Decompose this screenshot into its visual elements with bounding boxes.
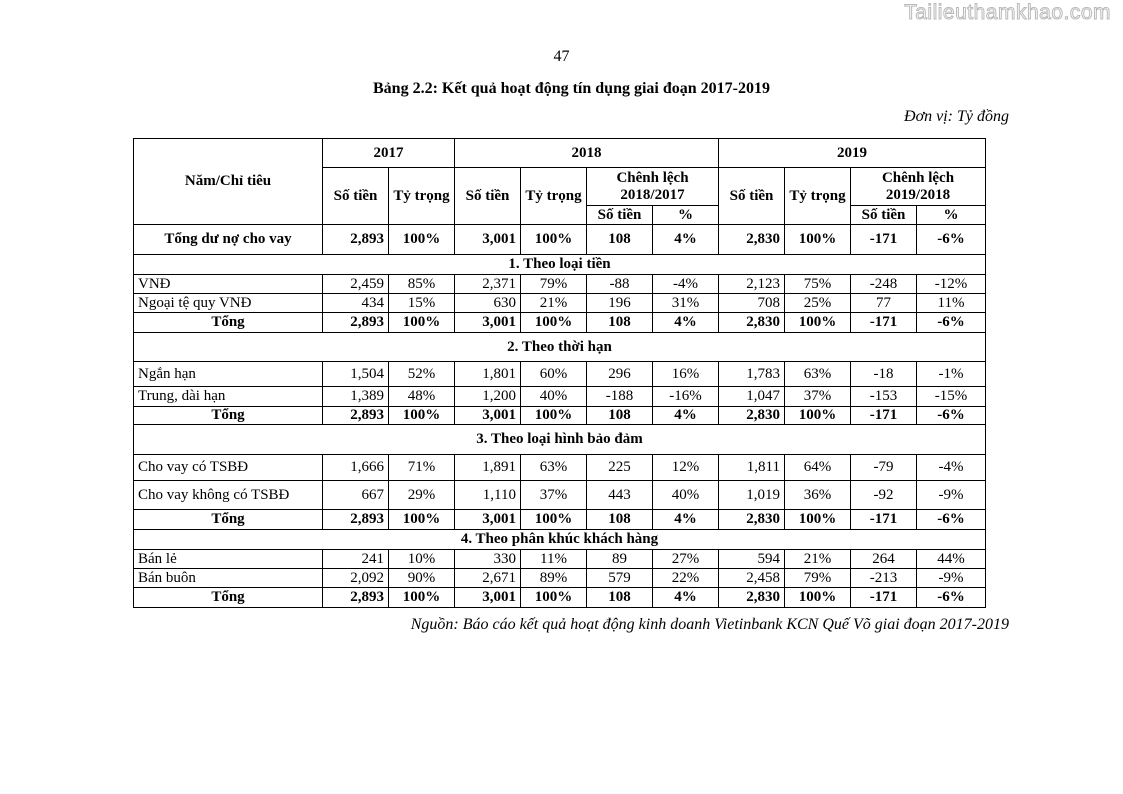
table-cell: -171 [851, 407, 917, 425]
section-title: 4. Theo phân khúc khách hàng [134, 530, 986, 550]
table-cell: 2,893 [323, 588, 389, 608]
table-cell: 3,001 [455, 588, 521, 608]
total-loans-row [134, 225, 986, 255]
row-label: Bán buôn [134, 569, 323, 588]
header-year-2017: 2017 [323, 139, 455, 168]
table-cell: -153 [851, 387, 917, 407]
section-title: 3. Theo loại hình bảo đảm [134, 425, 986, 455]
table-title: Bảng 2.2: Kết quả hoạt động tín dụng giai đoạn 2017-2019 [373, 80, 770, 97]
table-cell: 100% [389, 225, 455, 255]
table-cell: 108 [587, 313, 653, 333]
table-cell: 100% [785, 588, 851, 608]
table-cell: -18 [851, 362, 917, 387]
table-cell: -188 [587, 387, 653, 407]
table-cell: -171 [851, 225, 917, 255]
table-cell: 27% [653, 550, 719, 569]
table-cell: 100% [785, 225, 851, 255]
table-cell: -16% [653, 387, 719, 407]
table-cell: -6% [917, 225, 986, 255]
table-row [134, 387, 986, 407]
table-cell: 48% [389, 387, 455, 407]
table-cell: 40% [521, 387, 587, 407]
table-cell: 330 [455, 550, 521, 569]
table-cell: 100% [521, 588, 587, 608]
table-cell: 79% [521, 275, 587, 294]
table-header [134, 139, 986, 225]
table-cell: 443 [587, 481, 653, 510]
header-diff-amount-2018: Số tiền [587, 206, 653, 225]
header-diff-amount-2019: Số tiền [851, 206, 917, 225]
table-cell: 25% [785, 294, 851, 313]
table-cell: 196 [587, 294, 653, 313]
table-cell: 3,001 [455, 407, 521, 425]
row-label: Cho vay có TSBĐ [134, 455, 323, 481]
table-cell: 1,783 [719, 362, 785, 387]
watermark-text: Tailieuthamkhao.com [904, 1, 1111, 24]
table-cell: 108 [587, 510, 653, 530]
table-cell: -15% [917, 387, 986, 407]
table-cell: 36% [785, 481, 851, 510]
header-share-2018: Tỷ trọng [521, 168, 587, 225]
table-cell: 2,830 [719, 313, 785, 333]
table-cell: 63% [521, 455, 587, 481]
table-cell: 241 [323, 550, 389, 569]
table-cell: 4% [653, 407, 719, 425]
table-cell: 75% [785, 275, 851, 294]
table-cell: -92 [851, 481, 917, 510]
table-cell: -88 [587, 275, 653, 294]
table-cell: 52% [389, 362, 455, 387]
table-cell: 64% [785, 455, 851, 481]
row-label: Trung, dài hạn [134, 387, 323, 407]
header-diff-2019: Chênh lệch 2019/2018 [851, 168, 986, 206]
header-diff-2018: Chênh lệch 2018/2017 [587, 168, 719, 206]
table-cell: 11% [521, 550, 587, 569]
table-cell: 10% [389, 550, 455, 569]
table-row [134, 569, 986, 588]
header-diff-pct-2018: % [653, 206, 719, 225]
table-cell: 1,504 [323, 362, 389, 387]
table-cell: 31% [653, 294, 719, 313]
table-cell: 4% [653, 510, 719, 530]
section-total-row [134, 407, 986, 425]
table-cell: 100% [389, 313, 455, 333]
table-cell: 100% [785, 313, 851, 333]
table-cell: 2,830 [719, 510, 785, 530]
section-title: 1. Theo loại tiền [134, 255, 986, 275]
header-diff-pct-2019: % [917, 206, 986, 225]
table-cell: 1,019 [719, 481, 785, 510]
table-row [134, 455, 986, 481]
table-cell: 100% [389, 407, 455, 425]
section-total-row [134, 510, 986, 530]
table-cell: 85% [389, 275, 455, 294]
table-cell: 2,893 [323, 225, 389, 255]
source-note: Nguồn: Báo cáo kết quả hoạt động kinh doanh Vietinbank KCN Quế Võ giai đoạn 2017-2019 [410, 616, 1009, 633]
table-cell: 108 [587, 588, 653, 608]
table-cell: 100% [785, 510, 851, 530]
table-cell: 1,110 [455, 481, 521, 510]
table-cell: -6% [917, 407, 986, 425]
table-cell: 63% [785, 362, 851, 387]
section-title: 2. Theo thời hạn [134, 333, 986, 362]
table-cell: 2,893 [323, 510, 389, 530]
table-row [134, 294, 986, 313]
table-cell: -12% [917, 275, 986, 294]
table-cell: 44% [917, 550, 986, 569]
table-cell: 667 [323, 481, 389, 510]
table-cell: 2,671 [455, 569, 521, 588]
table-cell: -4% [653, 275, 719, 294]
table-cell: -9% [917, 481, 986, 510]
table-cell: 100% [785, 407, 851, 425]
section-total-row [134, 588, 986, 608]
table-cell: 264 [851, 550, 917, 569]
table-cell: 630 [455, 294, 521, 313]
table-cell: 100% [521, 225, 587, 255]
table-cell: 89 [587, 550, 653, 569]
table-cell: 3,001 [455, 225, 521, 255]
table-cell: 2,092 [323, 569, 389, 588]
table-cell: 1,891 [455, 455, 521, 481]
section-header-row [134, 255, 986, 275]
table-cell: 4% [653, 588, 719, 608]
header-amount-2019: Số tiền [719, 168, 785, 225]
table-cell: 1,389 [323, 387, 389, 407]
section-header-row [134, 530, 986, 550]
table-cell: 77 [851, 294, 917, 313]
table-cell: 2,893 [323, 313, 389, 333]
table-cell: -171 [851, 510, 917, 530]
table-cell: 579 [587, 569, 653, 588]
table-cell: 594 [719, 550, 785, 569]
table-cell: 2,458 [719, 569, 785, 588]
table-row [134, 275, 986, 294]
unit-note: Đơn vị: Tỷ đồng [904, 108, 1009, 125]
table-cell: -79 [851, 455, 917, 481]
table-cell: 12% [653, 455, 719, 481]
table-cell: 108 [587, 225, 653, 255]
table-cell: 79% [785, 569, 851, 588]
table-cell: -9% [917, 569, 986, 588]
header-year-2018: 2018 [455, 139, 719, 168]
table-cell: -213 [851, 569, 917, 588]
table-cell: 21% [521, 294, 587, 313]
table-cell: 100% [389, 588, 455, 608]
table-cell: 100% [389, 510, 455, 530]
table-cell: 60% [521, 362, 587, 387]
table-cell: 225 [587, 455, 653, 481]
table-cell: 1,666 [323, 455, 389, 481]
header-row-label: Năm/Chỉ tiêu [134, 139, 323, 225]
table-cell: 100% [521, 510, 587, 530]
row-label: Tổng dư nợ cho vay [134, 225, 323, 255]
table-cell: -6% [917, 313, 986, 333]
row-label: Tổng [134, 588, 323, 608]
table-cell: 11% [917, 294, 986, 313]
table-cell: 21% [785, 550, 851, 569]
header-amount-2018: Số tiền [455, 168, 521, 225]
header-year-2019: 2019 [719, 139, 986, 168]
header-share-2019: Tỷ trọng [785, 168, 851, 225]
table-cell: 100% [521, 313, 587, 333]
table-cell: 2,830 [719, 407, 785, 425]
row-label: Ngắn hạn [134, 362, 323, 387]
page-number: 47 [553, 48, 570, 65]
header-amount-2017: Số tiền [323, 168, 389, 225]
table-cell: -6% [917, 588, 986, 608]
table-cell: -248 [851, 275, 917, 294]
table-cell: 2,830 [719, 588, 785, 608]
table-cell: -171 [851, 588, 917, 608]
table-row [134, 481, 986, 510]
table-body [134, 225, 986, 608]
table-cell: 40% [653, 481, 719, 510]
table-cell: -4% [917, 455, 986, 481]
table-cell: 1,801 [455, 362, 521, 387]
table-cell: 37% [521, 481, 587, 510]
row-label: Cho vay không có TSBĐ [134, 481, 323, 510]
row-label: Tổng [134, 510, 323, 530]
table-cell: 2,830 [719, 225, 785, 255]
table-cell: 4% [653, 225, 719, 255]
table-cell: 4% [653, 313, 719, 333]
table-cell: 22% [653, 569, 719, 588]
section-header-row [134, 425, 986, 455]
table-cell: 1,200 [455, 387, 521, 407]
row-label: Ngoại tệ quy VNĐ [134, 294, 323, 313]
table-cell: 2,893 [323, 407, 389, 425]
table-cell: 3,001 [455, 313, 521, 333]
header-share-2017: Tỷ trọng [389, 168, 455, 225]
table-cell: 71% [389, 455, 455, 481]
table-cell: 2,371 [455, 275, 521, 294]
table-cell: 1,047 [719, 387, 785, 407]
table-cell: 708 [719, 294, 785, 313]
credit-table [133, 138, 986, 608]
table-cell: 296 [587, 362, 653, 387]
table-cell: 16% [653, 362, 719, 387]
table-cell: 15% [389, 294, 455, 313]
table-cell: 37% [785, 387, 851, 407]
section-total-row [134, 313, 986, 333]
table-cell: 2,123 [719, 275, 785, 294]
table-cell: 3,001 [455, 510, 521, 530]
table-cell: 90% [389, 569, 455, 588]
row-label: Tổng [134, 313, 323, 333]
table-row [134, 362, 986, 387]
table-cell: -1% [917, 362, 986, 387]
table-cell: -171 [851, 313, 917, 333]
section-header-row [134, 333, 986, 362]
table-row [134, 550, 986, 569]
row-label: Bán lẻ [134, 550, 323, 569]
table-cell: 434 [323, 294, 389, 313]
table-cell: 2,459 [323, 275, 389, 294]
table-cell: 29% [389, 481, 455, 510]
table-cell: 89% [521, 569, 587, 588]
table-cell: 108 [587, 407, 653, 425]
table-cell: -6% [917, 510, 986, 530]
table-cell: 100% [521, 407, 587, 425]
row-label: Tổng [134, 407, 323, 425]
table-cell: 1,811 [719, 455, 785, 481]
row-label: VNĐ [134, 275, 323, 294]
